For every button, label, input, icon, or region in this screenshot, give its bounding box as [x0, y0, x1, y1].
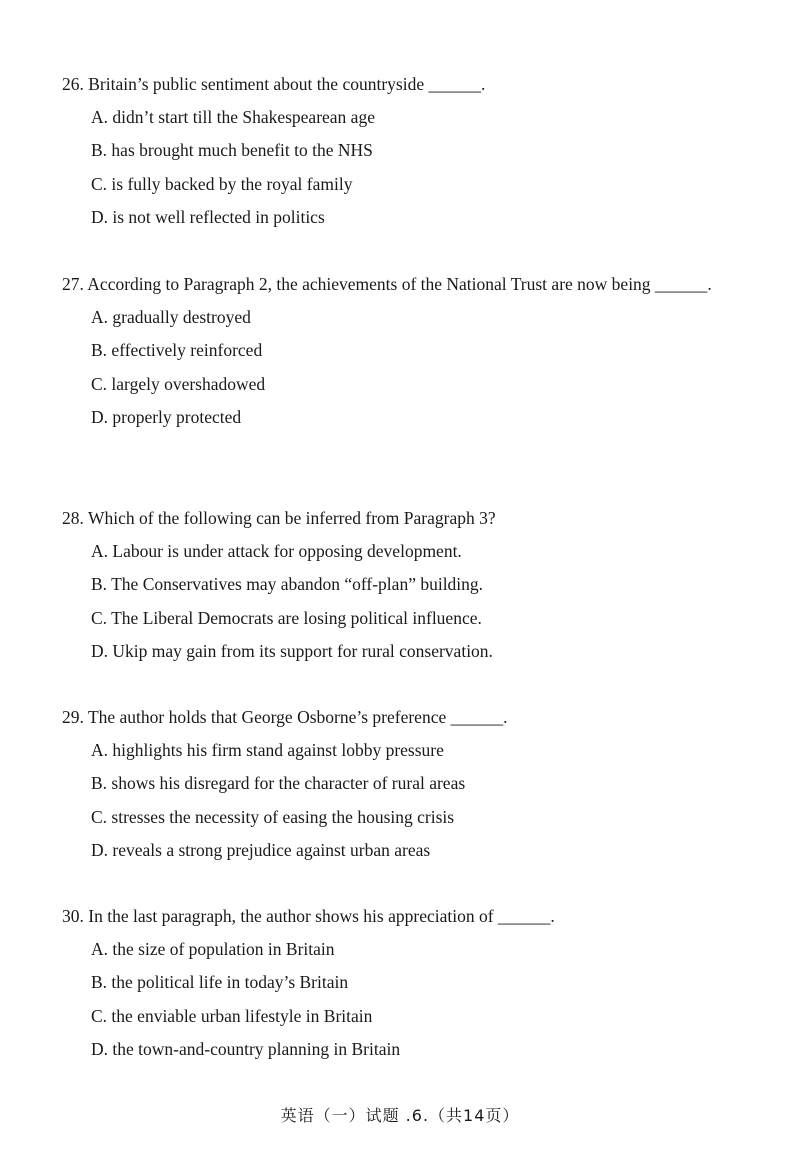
- question-number: 28.: [62, 508, 84, 528]
- question-number: 26.: [62, 74, 84, 94]
- question-29: [62, 701, 722, 867]
- option-c: C. stresses the necessity of easing the housing crisis: [91, 806, 455, 827]
- option-d: D. properly protected: [91, 406, 242, 427]
- option-list: [62, 933, 722, 1066]
- question-27: [62, 268, 722, 434]
- option-list: [62, 301, 722, 434]
- option-d: D. Ukip may gain from its support for rural conservation.: [91, 640, 493, 661]
- question-stem: [62, 900, 722, 933]
- question-number: 30.: [62, 906, 84, 926]
- option-b: B. the political life in today’s Britain: [91, 972, 349, 993]
- question-number: 27.: [62, 274, 84, 294]
- question-stem: [62, 502, 722, 535]
- option-list: [62, 734, 722, 867]
- option-b: B. has brought much benefit to the NHS: [91, 140, 373, 161]
- question-number: 29.: [62, 707, 84, 727]
- option-d: D. the town-and-country planning in Britain: [91, 1038, 401, 1059]
- option-c: C. largely overshadowed: [91, 373, 266, 394]
- option-d: D. reveals a strong prejudice against urban areas: [91, 839, 431, 860]
- option-list: [62, 101, 722, 234]
- question-30: [62, 900, 722, 1066]
- option-b: B. shows his disregard for the character of rural areas: [91, 773, 466, 794]
- option-b: B. The Conservatives may abandon “off-plan” building.: [91, 574, 484, 595]
- option-list: [62, 535, 722, 668]
- option-b: B. effectively reinforced: [91, 340, 263, 361]
- question-stem: [62, 268, 722, 301]
- question-text: In the last paragraph, the author shows his appreciation of ______.: [88, 906, 555, 926]
- question-text: According to Paragraph 2, the achievements of the National Trust are now being ______.: [87, 274, 712, 294]
- question-text: Which of the following can be inferred from Paragraph 3?: [87, 508, 496, 528]
- option-d: D. is not well reflected in politics: [91, 206, 325, 227]
- question-28: [62, 502, 722, 668]
- question-26: [62, 68, 722, 234]
- option-c: C. is fully backed by the royal family: [91, 173, 353, 194]
- option-a: A. highlights his firm stand against lobby pressure: [91, 740, 444, 760]
- question-stem: [62, 68, 722, 101]
- question-stem: [62, 701, 722, 734]
- option-a: A. the size of population in Britain: [91, 939, 335, 959]
- option-a: A. didn’t start till the Shakespearean age: [91, 107, 375, 127]
- question-text: The author holds that George Osborne’s preference ______.: [87, 707, 508, 727]
- option-a: A. Labour is under attack for opposing development.: [91, 541, 462, 561]
- question-text: Britain’s public sentiment about the countryside ______.: [88, 74, 486, 94]
- option-c: C. The Liberal Democrats are losing political influence.: [91, 607, 482, 628]
- page-footer: 英语（一）试题 .6.（共14页）: [280, 1106, 520, 1125]
- option-c: C. the enviable urban lifestyle in Britain: [91, 1005, 373, 1026]
- option-a: A. gradually destroyed: [91, 307, 251, 327]
